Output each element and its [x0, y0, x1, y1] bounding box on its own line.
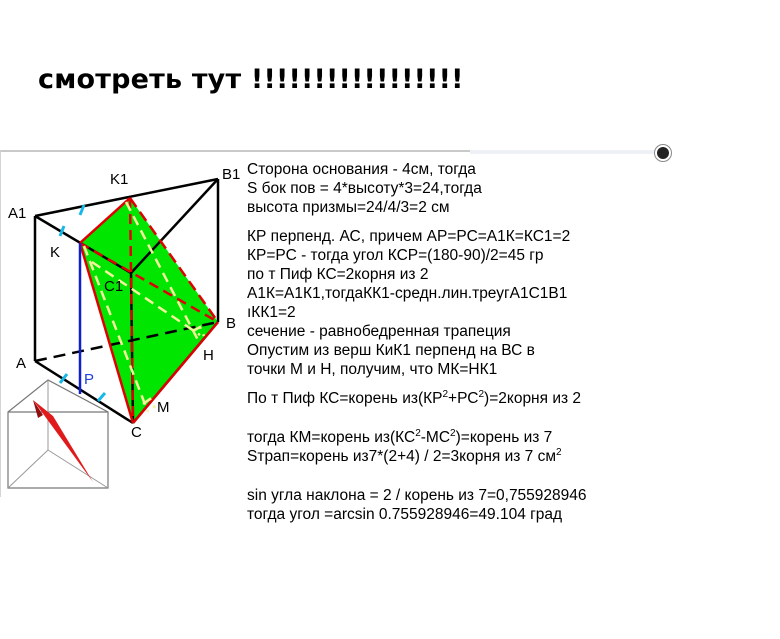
label-p: P — [84, 371, 95, 388]
solution-line-km — [247, 428, 657, 447]
solution-line: А1К=А1К1,тогдаКК1-средн.лин.треугА1С1В1 — [247, 285, 568, 302]
formula-part: +РС — [448, 390, 479, 407]
solution-line: тогда угол =arcsin 0.755928946=49.104 град — [247, 506, 563, 523]
formula-part: Sтрап=корень из7*(2+4) / 2=3корня из 7 см — [247, 448, 556, 465]
superscript: 2 — [415, 427, 421, 439]
prism-figure — [0, 150, 250, 495]
panel-top-strip — [470, 150, 666, 154]
label-c: C — [131, 424, 142, 441]
panel-corner-dot-icon — [655, 145, 671, 161]
solution-line-pythagoras — [247, 389, 657, 408]
formula-part: -МС — [420, 429, 451, 446]
label-m: M — [157, 399, 170, 416]
mini-prism — [8, 380, 108, 488]
label-a1: A1 — [8, 205, 27, 222]
solution-line: КР=РС - тогда угол КСР=(180-90)/2=45 гр — [247, 247, 544, 264]
solution-line: Сторона основания - 4см, тогда — [247, 161, 476, 178]
solution-line-area — [247, 447, 657, 466]
formula-part: По т Пиф КС=корень из(КР — [247, 390, 443, 407]
label-c1: C1 — [104, 278, 124, 295]
solution-text — [247, 160, 657, 524]
superscript: 2 — [556, 446, 562, 458]
solution-line: Опустим из верш КиК1 перпенд на ВС в — [247, 342, 535, 359]
superscript: 2 — [442, 388, 449, 400]
solution-line: КР перпенд. АС, причем АР=РС=А1К=КС1=2 — [247, 228, 571, 245]
label-b1: B1 — [222, 166, 241, 183]
label-h: H — [203, 347, 214, 364]
formula-part: )=корень из 7 — [455, 429, 553, 446]
formula-part: тогда КМ=корень из(КС — [247, 429, 416, 446]
solution-line: ıКК1=2 — [247, 304, 296, 321]
label-b: B — [226, 315, 237, 332]
label-k: K — [50, 244, 61, 261]
label-k1: K1 — [110, 171, 129, 188]
formula-part: )=2корня из 2 — [484, 390, 582, 407]
superscript: 2 — [450, 427, 456, 439]
solution-line: S бок пов = 4*высоту*3=24,тогда — [247, 180, 482, 197]
solution-line: точки М и Н, получим, что МК=НК1 — [247, 361, 498, 378]
superscript: 2 — [478, 388, 485, 400]
solution-line: по т Пиф КС=2корня из 2 — [247, 266, 429, 283]
solution-line: sin угла наклона = 2 / корень из 7=0,755928946 — [247, 487, 587, 504]
solution-line: сечение - равнобедренная трапеция — [247, 323, 511, 340]
solution-line: высота призмы=24/4/3=2 см — [247, 199, 450, 216]
headline-link-text[interactable]: смотреть тут !!!!!!!!!!!!!!!!! — [38, 64, 464, 95]
label-a: A — [16, 355, 27, 372]
